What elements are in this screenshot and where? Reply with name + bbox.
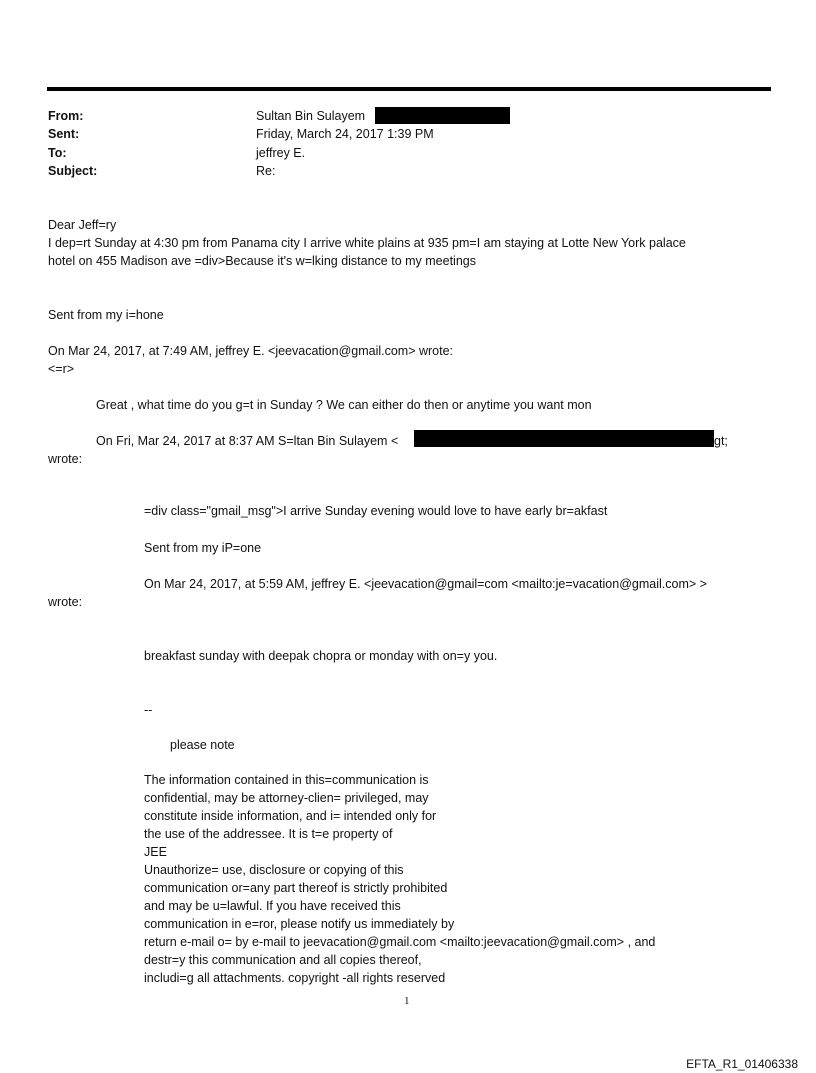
- disclaimer-line: communication in e=ror, please notify us immediately by: [144, 917, 455, 931]
- redaction-bar-email: [414, 430, 714, 447]
- disclaimer-line: includi=g all attachments. copyright -all rights reserved: [144, 971, 446, 985]
- document-id-footer: EFTA_R1_01406338: [686, 1057, 798, 1071]
- disclaimer-line: return e-mail o= by e-mail to jeevacation@gmail.com <mailto:jeevacation@gmail.com> , and: [144, 935, 656, 949]
- greeting: Dear Jeff=ry: [48, 218, 117, 232]
- from-value: Sultan Bin Sulayem: [256, 109, 366, 123]
- sent-from-signature: Sent from my i=hone: [48, 308, 164, 322]
- quote3-text: breakfast sunday with deepak chopra or monday with on=y you.: [144, 649, 498, 663]
- disclaimer-line: communication or=any part thereof is strictly prohibited: [144, 881, 448, 895]
- disclaimer-line: JEE: [144, 845, 167, 859]
- disclaimer-line: confidential, may be attorney-clien= privileged, may: [144, 791, 429, 805]
- quote2-wrote: wrote:: [48, 452, 83, 466]
- body-line-1: I dep=rt Sunday at 4:30 pm from Panama city I arrive white plains at 935 pm=I am staying at Lotte New York palace: [48, 236, 686, 250]
- disclaimer-line: constitute inside information, and i= intended only for: [144, 809, 437, 823]
- to-value: jeffrey E.: [256, 146, 306, 160]
- header-divider: [47, 87, 771, 91]
- body-line-2: hotel on 455 Madison ave =div>Because it's w=lking distance to my meetings: [48, 254, 476, 268]
- disclaimer-line: the use of the addressee. It is t=e property of: [144, 827, 393, 841]
- quote2-header-end: gt;: [714, 434, 728, 448]
- subject-label: Subject:: [48, 164, 98, 178]
- disclaimer-line: destr=y this communication and all copies thereof,: [144, 953, 422, 967]
- sent-label: Sent:: [48, 127, 80, 141]
- subject-value: Re:: [256, 164, 276, 178]
- quote1-text: Great , what time do you g=t in Sunday ? We can either do then or anytime you want mon: [96, 398, 592, 412]
- quote3-header: On Mar 24, 2017, at 5:59 AM, jeffrey E. <jeevacation@gmail=com <mailto:je=vacation@gmail.com> >: [144, 577, 707, 591]
- quote1-tag: <=r>: [48, 362, 75, 376]
- quote2-header-start: On Fri, Mar 24, 2017 at 8:37 AM S=ltan Bin Sulayem <: [96, 434, 399, 448]
- quote1-header: On Mar 24, 2017, at 7:49 AM, jeffrey E. <jeevacation@gmail.com> wrote:: [48, 344, 454, 358]
- from-label: From:: [48, 109, 84, 123]
- disclaimer-line: Unauthorize= use, disclosure or copying of this: [144, 863, 404, 877]
- disclaimer-line: The information contained in this=communication is: [144, 773, 429, 787]
- page-number: 1: [404, 995, 410, 1007]
- please-note: please note: [170, 738, 235, 752]
- disclaimer-line: and may be u=lawful. If you have received this: [144, 899, 401, 913]
- quote2-text: =div class="gmail_msg">I arrive Sunday evening would love to have early br=akfast: [144, 504, 608, 518]
- to-label: To:: [48, 146, 67, 160]
- signature-dash: --: [144, 703, 153, 717]
- sent-value: Friday, March 24, 2017 1:39 PM: [256, 127, 434, 141]
- quote3-wrote: wrote:: [48, 595, 83, 609]
- redaction-bar-from: [375, 107, 510, 124]
- quote2-sent-from: Sent from my iP=one: [144, 541, 262, 555]
